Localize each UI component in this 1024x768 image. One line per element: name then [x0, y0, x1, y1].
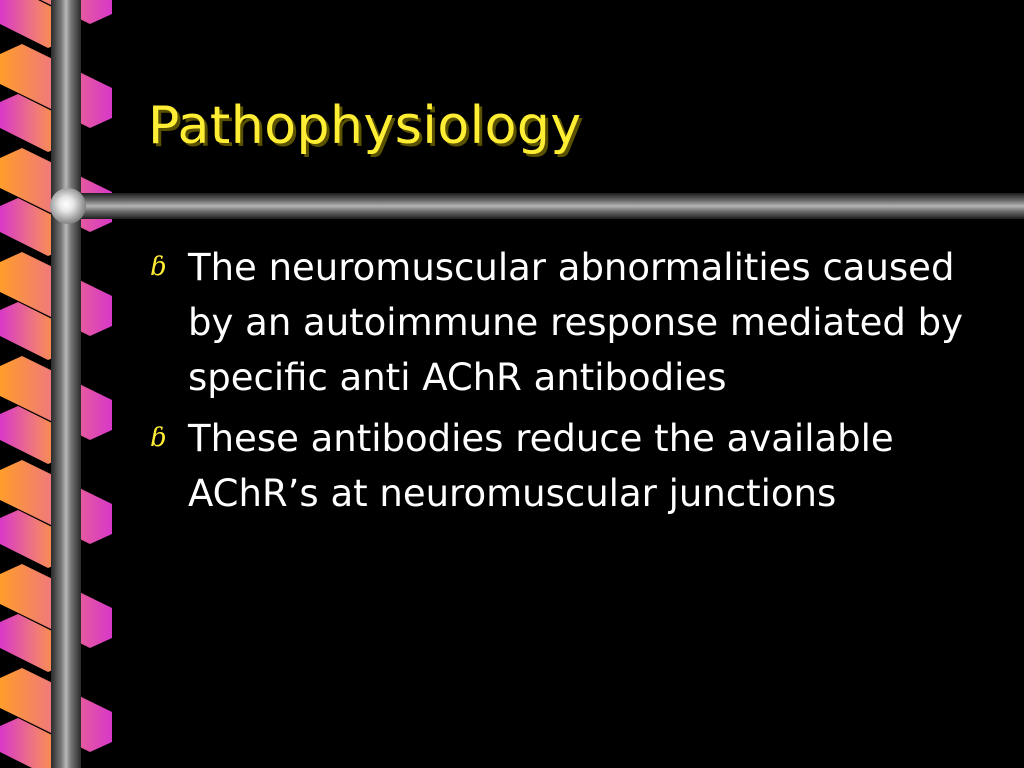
bullet-list: [148, 240, 1008, 527]
vertical-bar: [51, 0, 81, 768]
bullet-item: [148, 240, 1008, 405]
bullet-text: The neuromuscular abnormalities caused by an autoimmune response mediated by specific anti AChR antibodies: [188, 246, 964, 399]
horizontal-bar: [66, 193, 1024, 219]
bullet-item: [148, 411, 1008, 521]
bullet-icon: ɓ: [150, 252, 167, 282]
sphere-ornament: [50, 188, 86, 224]
slide-title: Pathophysiology: [148, 96, 582, 156]
bullet-icon: ɓ: [150, 423, 167, 453]
bullet-text: These antibodies reduce the available AChR’s at neuromuscular junctions: [188, 417, 894, 515]
